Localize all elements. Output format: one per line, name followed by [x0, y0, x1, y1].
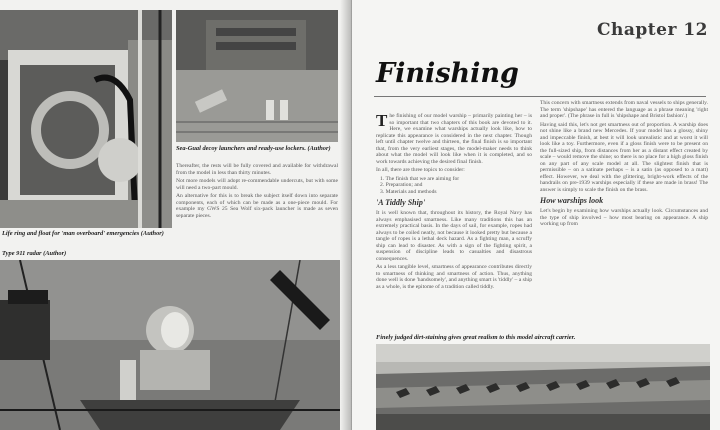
left-body-text — [176, 163, 338, 221]
section-heading-tiddly: 'A Tiddly Ship' — [376, 198, 426, 207]
list-item: 2. Preparation; and — [380, 182, 423, 188]
carrier-illustration — [376, 344, 710, 430]
col2-paragraph: Having said this, let's not get smartness out of proportion. A warship does not shine like a brand new Mercedes. If your model has a glossy, shiny and impeccable finish, at best it will look unrealistic and at worst it will look like a toy. Furthermore, even if a gloss finish were to be present on the full-sized ship, from distances from her as a distant effect created by scale – would remove the shine; so there is no place for a high gloss finish on any part of any scale model at all. The slightest finish that is permissible – on a satinate perhaps – is a satin (as opposed to a matt) effect. However, we deal with the glittering, bright-work effects of the handrails on pre-1939 warships especially if these are made in brass! The answer is simply to scale the finish on the brass. — [540, 121, 708, 193]
left-paragraph: Thereafter, the rests will be fully covered and available for withdrawal from the model in less than thirty minutes. — [176, 163, 338, 176]
radar-photo — [0, 260, 340, 430]
liferings-caption: Life ring and float for 'man overboard' emergencies (Author) — [2, 230, 164, 237]
left-page — [0, 0, 350, 430]
decoy-launchers-illustration — [176, 10, 338, 142]
left-paragraph: An alternative for this is to break the subject itself down into separate components, each of which can be made as a one-piece mould. For example my GWS 25 Sea Wolf six-pack launcher is made as seven separate pieces. — [176, 193, 338, 219]
list-item: 1. The finish that we are aiming for — [380, 175, 460, 182]
decoy-caption: Sea-Gual decoy launchers and ready-use lockers. (Author) — [176, 145, 331, 152]
col2-paragraph: This concern with smartness extends from naval vessels to ships generally. The term 'shipshape' has entered the language as a phrase meaning 'right and proper'. (The phrase in full is 'shipshape and Bristol fashion'.) — [540, 100, 708, 119]
radar-caption: Type 911 radar (Author) — [2, 250, 67, 257]
carrier-photo — [376, 344, 710, 430]
liferings-illustration — [0, 10, 172, 228]
list-intro: In all, there are three topics to consider: — [376, 167, 465, 173]
section1-paragraph-2: As a less tangible level, smartness of appearance contributes directly to smartness of thinking and smartness of action. Thus, anything done well is done 'handsomely', and anything smart is 'tiddly' – a ship as a whole, is the epitome of a tradition called tiddly. — [376, 264, 532, 290]
section2-paragraph: Let's begin by examining how warships actually look. Circumstances and the type of ship involved – how most bearing on appearance. A ship working up from — [540, 208, 708, 227]
right-column-1 — [376, 113, 532, 292]
intro-paragraph: The finishing of our model warship – primarily painting her – is so important that two chapters of this book are devoted to it. Here, we examine what warships actually look like, how to replicate this appearance is considered in the next chapter. Though left until chapter twelve and thirteen, the final finish is so important that, from the very earliest stages, the model-maker needs to think about what the model will look like when it is completed, and so work towards achieving the desired final finish. — [376, 111, 532, 165]
liferings-photo — [0, 10, 172, 228]
section1-paragraph: It is well known that, throughout its history, the Royal Navy has always emphasised smartness. Like many traditions this has an extremely practical basis. In the days of sail, for example, ropes had always to be coiled neatly, not because it looked pretty but because a tangle of ropes is a lethal deck hazard. As a fighting man, a scruffy ship can lead to disaster. As with a sign of the fighting spirit, a suspension of discipline leads to casualties and disastrous consequences. — [376, 210, 532, 262]
page-title: Finishing — [376, 58, 519, 89]
decoy-launchers-photo — [176, 10, 338, 142]
title-rule — [374, 96, 706, 97]
topic-list — [380, 176, 532, 196]
left-paragraph: Not more models will adopt re-commendable undercuts, but with some will need a two-part mould. — [176, 178, 338, 191]
radar-illustration — [0, 260, 340, 430]
carrier-caption: Finely judged dirt-staining gives great realism to this model aircraft carrier. — [376, 334, 576, 341]
drop-cap: T — [376, 111, 388, 130]
right-column-2 — [540, 100, 708, 230]
section-heading-warships: How warships look — [540, 196, 604, 205]
list-item: 3. Materials and methods — [380, 188, 437, 195]
chapter-heading: Chapter 12 — [597, 20, 708, 40]
